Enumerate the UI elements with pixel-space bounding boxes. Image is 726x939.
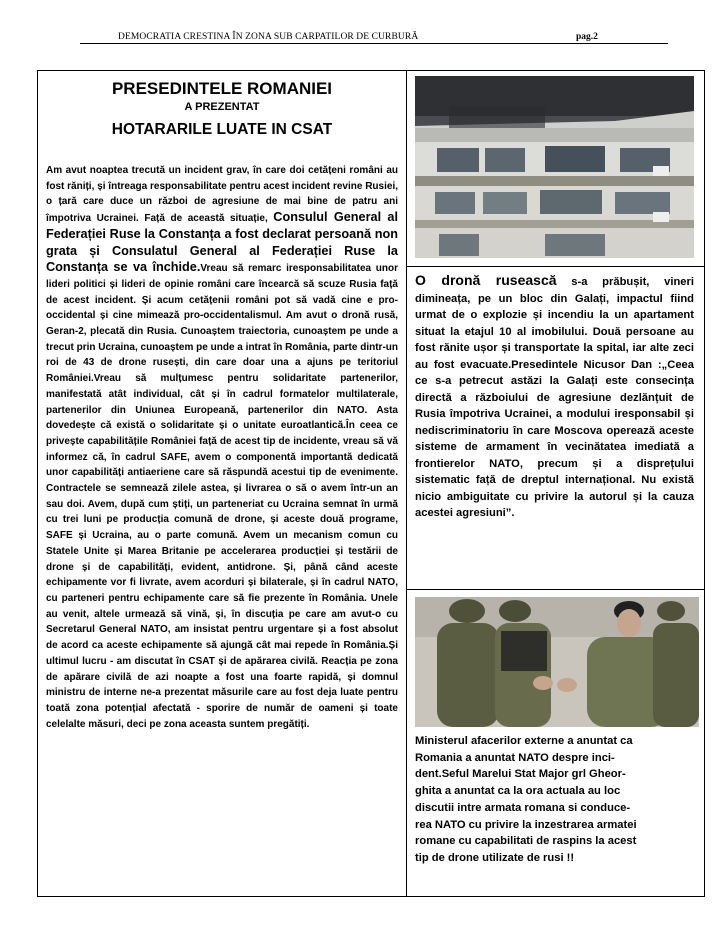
- headline-second: HOTARARILE LUATE IN CSAT: [111, 121, 333, 138]
- ministry-line: discutii intre armata romana si conduce-: [415, 801, 631, 814]
- damaged-building-photo: [415, 76, 694, 258]
- headline: PRESEDINTELE ROMANIEI: [111, 79, 333, 98]
- article-intro: Am avut noaptea trecută un incident grav, în care doi cetățeni români au fost răniți, și întreaga responsabilitate pentru acest incident revine Rusiei, o țară care duce un război de agresiune de mai bine de patru ani împotriva Ucrainei. Față de această situație,: [46, 165, 398, 225]
- ministry-line: dent.Seful Marelui Stat Major grl Gheor-: [415, 768, 626, 781]
- row-divider-bottom: [406, 589, 705, 590]
- military-meeting-photo: [415, 597, 699, 727]
- page-header: [80, 31, 668, 44]
- article-emphasis: Consulul General al Federației Ruse la Constanța a fost declarat persoană non grata și Consulatul General al Federației Ruse la Constanța se va închide.: [46, 210, 398, 275]
- ministry-line: Romania a anuntat NATO despre inci-: [415, 751, 615, 764]
- drone-article: [415, 272, 694, 522]
- ministry-line: tip de drone utilizate de rusi !!: [415, 851, 575, 864]
- ministry-line: Ministerul afacerilor externe a anuntat ca: [415, 735, 633, 747]
- drone-article-lead: O dronă rusească: [415, 272, 557, 288]
- soldiers-illustration: [415, 597, 699, 727]
- column-divider: [406, 70, 407, 897]
- article-continuation: Vreau să remarc iresponsabilitatea unor lideri politici și lideri de opinie români care încearcă să scuze Rusia față de acest incident. Și acum cetățenii români pot să vadă cine e pro-occidental și cine mimează pro-occidentalismul. Am avut o dronă rusă, Geran-2, plecată din Rusia. Cunoaștem traiectoria, cunoaștem pe unde a trecut prin Ucraina, cunoaștem pe unde a intrat în România, parte dintr-un roi de 43 de drone rusești, din care doar una a ajuns pe teritoriul României.Vreau să mulțumesc pentru solidaritate partenerilor, manifestată atât individual, cât și în cadrul formatelor multilaterale, partenerilor din Uniunea Europeană, partenerilor din NATO. Asta dovedește că există o solidaritate și o unitate euroatlantică.În ceea ce privește capabilitățile României față de acest tip de incidente, vreau să vă informez că, în cadrul SAFE, avem o componentă importantă dedicată unor capabilități antiaeriene care să răspundă acestui tip de evenimente. Contractele se semnează zilele astea, și livrarea o să o avem într-un an sau doi. Avem, după cum știți, un parteneriat cu Ucraina semnat în urmă cu trei luni pe producția comună de drone, și aceste două programe, SAFE și Ucraina, au o parte comună. Avem un mecanism comun cu Statele Unite și Marea Britanie pe accelerarea producției și testării de drone și de capabilități, evident, antidrone. Și, până când aceste echipamente vor fi livrate, avem acorduri și bilaterale, și în cadrul NATO, cu parteneri pentru echipamente care să fie prezente în România. Unele au venit, altele urmează să vină, și, în discuția pe care am avut-o cu Secretarul General NATO, am insistat pentru urgentare și a fost absolut de acord ca aceste echipamente să ajungă cât mai repede în România.Și ultimul lucru - am discutat în CSAT și de apărarea civilă. Reacția pe zona de apărare civilă de azi noapte a fost una foarte rapidă, și domnul ministru de interne ne-a prezentat măsurile care au fost deja luate pentru toată zona potențial afectată - sporire de număr de oameni și toate celelalte măsuri, deci pe zona aceasta suntem pregătiți.: [46, 263, 398, 730]
- ministry-line: rea NATO cu privire la inzestrarea armatei: [415, 818, 637, 831]
- main-article-body: [46, 163, 398, 732]
- ministry-article: [415, 733, 694, 867]
- publication-title: DEMOCRATIA CRESTINA ÎN ZONA SUB CARPATILOR DE CURBURĂ: [118, 32, 419, 42]
- headline-sub: A PREZENTAT: [184, 101, 260, 113]
- ministry-line: romane cu capabilitati de raspins la acest: [415, 835, 637, 848]
- page-number: pag.2: [576, 32, 598, 42]
- building-illustration: [415, 76, 694, 258]
- row-divider-top: [406, 266, 705, 267]
- drone-article-body: s-a prăbușit, vineri dimineața, pe un bloc din Galați, impactul fiind urmat de o explozie și incendiu la un apartament situat la etajul 10 al imobilului. Două persoane au fost rănite ușor și transportate la spital, iar alte zeci au fost evacuate.Presedintele Nicusor Dan :„Ceea ce s-a petrecut astăzi la Galați este consecința directă a războiului de agresiune dezlănțuit de Rusia împotriva Ucrainei, a modului iresponsabil și nediscriminatoriu în care Moscova operează aceste sisteme de armament în vecinătatea imediată a frontierelor NATO, precum și a disprețului sistematic față de dreptul internațional. Nu există nicio ambiguitate cu privire la autorul și la cauza acestei agresiuni”.: [415, 276, 694, 519]
- ministry-line: ghita a anuntat ca la ora actuala au loc: [415, 785, 621, 798]
